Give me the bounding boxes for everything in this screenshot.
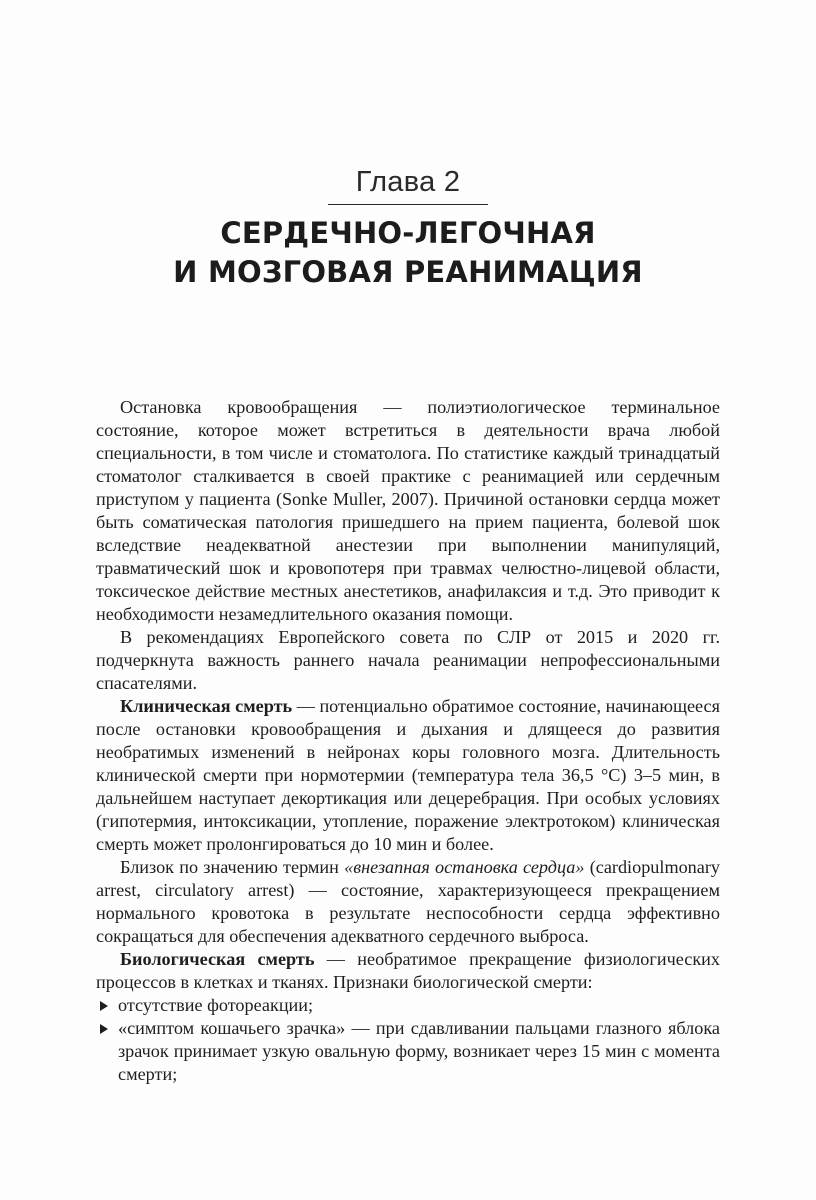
chapter-title-line-2: И МОЗГОВАЯ РЕАНИМАЦИЯ xyxy=(173,255,643,289)
paragraph-erc-recommendations: В рекомендациях Европейского совета по СЛР от 2015 и 2020 гг. подчеркнута важность раннего начала реанимации непрофессиональными спасателями. xyxy=(96,627,720,693)
chapter-body xyxy=(96,396,720,1086)
paragraph-biological-death xyxy=(96,948,720,994)
list-item xyxy=(96,994,720,1017)
biological-death-definition: — необратимое прекращение физиологических процессов в клетках и тканях. Признаки биологической смерти: xyxy=(96,949,720,992)
term-sudden-cardiac-arrest: «внезапная остановка сердца» xyxy=(344,857,585,877)
term-clinical-death: Клиническая смерть xyxy=(120,696,293,716)
biological-death-signs-list xyxy=(96,994,720,1086)
list-item xyxy=(96,1017,720,1086)
list-item-text: «симптом кошачьего зрачка» — при сдавливании пальцами глазного яблока зрачок принимает узкую овальную форму, возникает через 15 мин с момента смерти; xyxy=(118,1018,720,1084)
chapter-label: Глава 2 xyxy=(355,166,461,198)
chapter-title xyxy=(0,214,816,292)
list-item-text: отсутствие фотореакции; xyxy=(118,995,314,1015)
paragraph-cardiac-arrest-intro: Остановка кровообращения — полиэтиологическое терминальное состояние, которое может встретиться в деятельности врача любой специальности, в том числе и стоматолога. По статистике каждый тринадцатый стоматолог сталкивается в своей практике с реанимацией или сердечным приступом у пациента (Sonke Muller, 2007). Причиной остановки сердца может быть соматическая патология пришедшего на прием пациента, болевой шок вследствие неадекватной анестезии при выполнении манипуляций, травматический шок и кровопотеря при травмах челюстно-лицевой области, токсическое действие местных анестетиков, анафилаксия и т.д. Это приводит к необходимости незамедлительного оказания помощи. xyxy=(96,397,720,624)
chapter-underline xyxy=(328,204,488,205)
sudden-arrest-lead-in: Близок по значению термин xyxy=(120,857,345,877)
term-biological-death: Биологическая смерть xyxy=(120,949,315,969)
triangle-bullet-icon xyxy=(100,1024,108,1034)
triangle-bullet-icon xyxy=(100,1001,108,1011)
sudden-arrest-definition: (cardiopulmonary arrest, circulatory arrest) — состояние, характеризующееся прекращением нормального кровотока в результате неспособности сердца эффективно сокращаться для обеспечения адекватного сердечного выброса. xyxy=(96,857,721,946)
paragraph-clinical-death xyxy=(96,695,720,856)
paragraph-sudden-cardiac-arrest xyxy=(96,856,720,948)
clinical-death-definition: — потенциально обратимое состояние, начинающееся после остановки кровообращения и дыхания и длящееся до развития необратимых изменений в нейронах коры головного мозга. Длительность клинической смерти при нормотермии (температура тела 36,5 °С) 3–5 мин, в дальнейшем наступает декортикация или децеребрация. При особых условиях (гипотермия, интоксикации, утопление, поражение электротоком) клиническая смерть может пролонгироваться до 10 мин и более. xyxy=(96,696,720,854)
chapter-title-line-1: СЕРДЕЧНО-ЛЕГОЧНАЯ xyxy=(220,216,596,250)
